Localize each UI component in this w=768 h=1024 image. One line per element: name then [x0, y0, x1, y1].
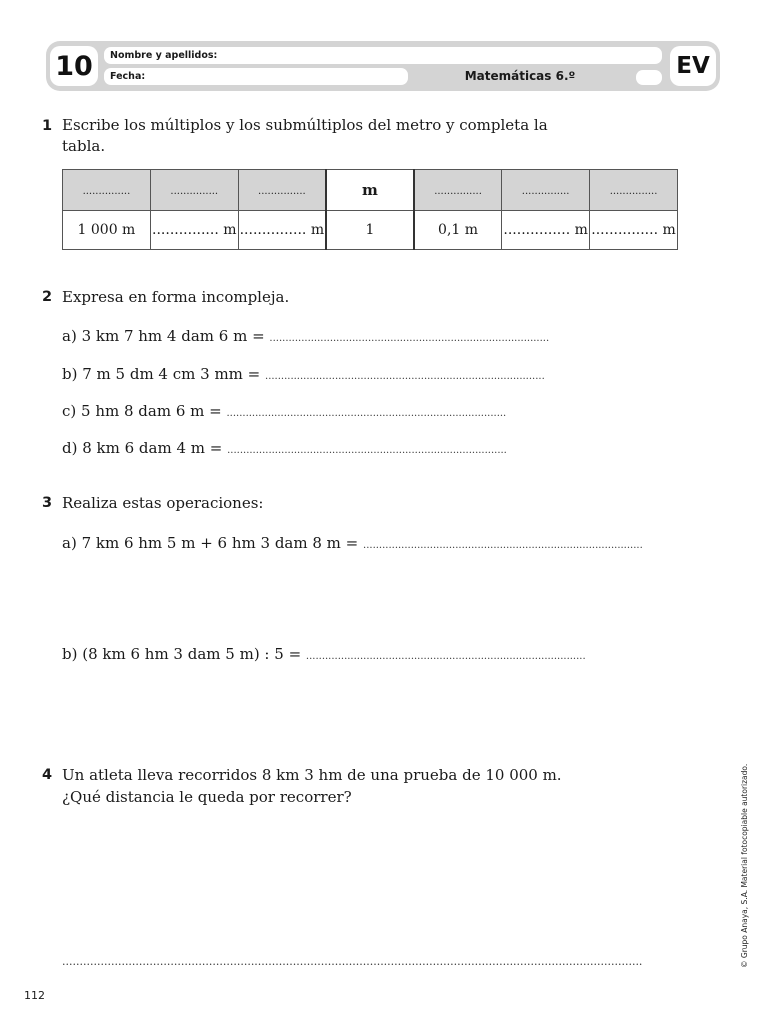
question-3a: a) 7 km 6 hm 5 m + 6 hm 3 dam 8 m = ........................................................................................ — [62, 534, 643, 552]
table-cell[interactable]: ............... m — [238, 211, 326, 250]
answer-line[interactable]: ...................................................................................................................................................................... — [62, 955, 643, 968]
name-label: Nombre y apellidos: — [110, 50, 218, 61]
page-number: 112 — [24, 989, 45, 1002]
copyright-note: © Grupo Anaya, S.A. Material fotocopiable autorizado. — [740, 763, 749, 968]
question-3b: b) (8 km 6 hm 3 dam 5 m) : 5 = ........................................................................................ — [62, 645, 586, 663]
answer-blank[interactable]: ........................................................................................ — [265, 371, 545, 382]
answer-blank[interactable]: ........................................................................................ — [305, 651, 586, 662]
answer-blank[interactable]: ........................................................................................ — [227, 445, 507, 456]
question-3-text: Realiza estas operaciones: — [62, 494, 264, 512]
question-2-number: 2 — [42, 289, 53, 305]
blank-field[interactable] — [636, 70, 662, 85]
question-1-number: 1 — [42, 118, 53, 134]
question-2d: d) 8 km 6 dam 4 m = ........................................................................................ — [62, 439, 507, 457]
question-2a: a) 3 km 7 hm 4 dam 6 m = ........................................................................................ — [62, 327, 550, 345]
answer-blank[interactable]: ........................................................................................ — [269, 333, 550, 344]
unit-number: 10 — [50, 46, 98, 86]
question-4-line-1: Un atleta lleva recorridos 8 km 3 hm de una prueba de 10 000 m. — [62, 766, 562, 784]
answer-blank[interactable]: ........................................................................................ — [363, 540, 643, 551]
answer-blank[interactable]: ........................................................................................ — [226, 408, 507, 419]
table-cell[interactable]: ............... — [150, 170, 238, 211]
table-cell[interactable]: ............... — [63, 170, 151, 211]
table-cell[interactable]: ............... m — [150, 211, 238, 250]
table-cell[interactable]: ............... m — [590, 211, 678, 250]
units-table — [62, 169, 678, 250]
question-4-line-2: ¿Qué distancia le queda por recorrer? — [62, 788, 352, 806]
table-cell-meter: 1 — [326, 211, 414, 250]
question-2-text: Expresa en forma incompleja. — [62, 288, 290, 306]
table-cell: 1 000 m — [63, 211, 151, 250]
table-cell[interactable]: ............... — [414, 170, 502, 211]
evaluation-badge: EV — [670, 46, 716, 86]
question-2c: c) 5 hm 8 dam 6 m = ........................................................................................ — [62, 402, 507, 420]
table-cell: 0,1 m — [414, 211, 502, 250]
table-row — [63, 170, 678, 211]
name-field[interactable] — [104, 47, 662, 64]
question-2b: b) 7 m 5 dm 4 cm 3 mm = ........................................................................................ — [62, 365, 545, 383]
question-3-number: 3 — [42, 495, 53, 511]
table-cell-meter: m — [326, 170, 414, 211]
subject-title: Matemáticas 6.º — [464, 69, 576, 83]
date-field[interactable] — [104, 68, 408, 85]
table-cell[interactable]: ............... — [238, 170, 326, 211]
question-4-number: 4 — [42, 767, 53, 783]
table-cell[interactable]: ............... — [590, 170, 678, 211]
date-label: Fecha: — [110, 71, 146, 82]
table-row — [63, 211, 678, 250]
table-cell[interactable]: ............... m — [502, 211, 590, 250]
question-1-text: Escribe los múltiplos y los submúltiplos del metro y completa la tabla. — [62, 116, 548, 155]
table-cell[interactable]: ............... — [502, 170, 590, 211]
